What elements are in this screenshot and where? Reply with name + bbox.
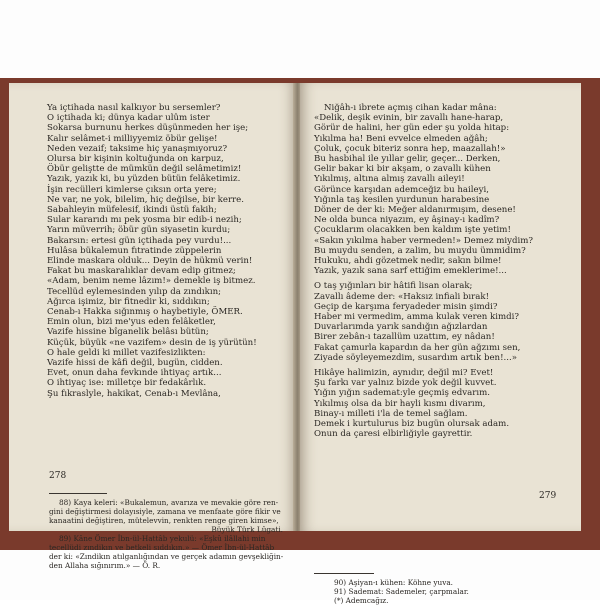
verse-line: Fakat bu maskaralıklar devam edip gitmez; xyxy=(47,266,236,277)
verse-line: Çocuklarım olacakken ben kaldım işte yetim! xyxy=(314,225,511,236)
footnote-line: 91) Sademat: Sademeler, çarpmalar. xyxy=(334,587,469,596)
verse-line: Bakarsın: ertesi gün içtihada pey vurdu!... xyxy=(47,235,232,246)
verse-line: Yarın müverrih; öbür gün siyasetin kurdu; xyxy=(47,225,231,236)
right-footnotes xyxy=(334,578,534,605)
verse-line: Sabahleyin müfelesif, ikindi üstü fakih; xyxy=(47,205,217,216)
verse-line: Yıkılmış olsa da bir hayli kısmı divarım, xyxy=(314,398,486,409)
footnote-divider xyxy=(49,493,107,494)
verse-line: Cenab-ı Hakka sığınmış o haybetiyle, ÖMER. xyxy=(47,307,243,318)
verse-line: Şu fıkraslyle, hakikat, Cenab-ı Mevlâna, xyxy=(47,388,221,399)
left-page xyxy=(9,83,296,570)
verse-line: Zavallı âdeme der: «Haksız infiali bırak! xyxy=(314,291,490,302)
verse-line: Fakat çamurla kapardın da her gün ağzımı sen, xyxy=(314,342,521,353)
verse-line: Ne olda bunca niyazım, ey âşinay-ı kadîm? xyxy=(314,215,500,226)
verse-line: Sular kararıdı mı pek yosma bir edib-i nezih; xyxy=(47,215,242,226)
verse-line: Olursa bir kişinin koltuğunda on karpuz, xyxy=(47,154,224,165)
footnote-line: gini değiştirmesi dolayısiyle, zamana ve menfaate göre fikir ve xyxy=(49,507,281,516)
verse-line: Birer zebân-ı tazallüm uzattım, ey nâdan! xyxy=(314,332,495,343)
verse-line: Sokarsa burnunu herkes düşünmeden her işe; xyxy=(47,123,249,134)
verse-line: O taş yığınları bir hâtifi lisan olarak; xyxy=(314,281,473,292)
verse-line: İşin recülleri kimlerse çıksın orta yere; xyxy=(47,184,217,195)
footnote-line: 89) Kâne Ömer İbn-ül-Hattâb yekulü: «Eşkû ilâllahi min xyxy=(59,534,266,543)
verse-line: «Adam, benim neme lâzım!» demekle iş bitmez. xyxy=(47,276,256,287)
verse-line: Yığın yığın sademat:yle geçmiş edvarım. xyxy=(314,388,490,399)
verse-line: Demek i kurtulurus biz bugün olursak adam. xyxy=(314,419,510,430)
left-page-verse xyxy=(47,103,287,399)
verse-line: Haber mi vermedim, amma kulak veren kimdi? xyxy=(314,312,520,323)
verse-line: Duvarlarımda yarık sandığın ağızlardan xyxy=(314,322,488,333)
verse-line: Bu muydu senden, a zalim, bu muydu ümmidim? xyxy=(314,245,526,256)
verse-line: Ziyade söyleyemezdim, susardım artık ben!...» xyxy=(314,352,517,363)
verse-line: O hale geldi ki millet vazifesizlikten: xyxy=(47,347,206,358)
verse-line: Yıkılma ha! Beni evvelce elmeden ağâh; xyxy=(314,133,488,144)
verse-line: Neden vezaif; taksime hiç yanaşmıyoruz? xyxy=(47,143,228,154)
verse-line: Bu hasbihal ile yıllar gelir, geçer... Derken, xyxy=(314,154,501,165)
verse-line: O ihtiyaç ise: milletçe bir fedakârlık. xyxy=(47,378,207,389)
footnote-line: kanaatini değiştiren, mütelevvin, renkten renge giren kimse», xyxy=(49,516,279,525)
verse-line: Ya içtihada nasıl kalkıyor bu sersemler? xyxy=(47,103,221,113)
verse-line: Hulâsa bükalemun fıtratinde züppelerin xyxy=(47,245,222,256)
verse-line: Küçük, büyük «ne vazifem» desin de iş yürütün! xyxy=(47,337,257,348)
verse-line: Yıkılmış, altına almış zavallı aileyi! xyxy=(314,174,465,185)
verse-line: Yığınla taş kesilen yurdunun harabesine xyxy=(314,194,490,205)
footnote-line: Büyük Türk Lûgati. xyxy=(211,525,283,534)
verse-line: Onun da çaresi elbirliğiyle gayrettir. xyxy=(314,429,473,440)
verse-line: Niğâh-ı ibrete açmış cihan kadar mâna: xyxy=(324,103,497,113)
footnote-line: der ki: «Zındikın atılganlığından ve gerçek adamın gevşekliğin- xyxy=(49,552,284,561)
verse-line: Görür de halini, her gün eder şu yolda hitap: xyxy=(314,123,510,134)
verse-line: Çoluk, çocuk biteriz sonra hep, maazallah!» xyxy=(314,143,506,154)
footnote-line: 88) Kaya keleri: «Bukalemun, avarıza ve mevakie göre ren- xyxy=(59,498,279,507)
left-footnotes xyxy=(49,498,287,570)
right-page-verse xyxy=(314,103,566,440)
verse-line: Görünce karşıdan ademceğiz bu haileyi, xyxy=(314,184,489,195)
verse-line: Ağırca işimiz, bir fitnedir ki, sıddıkın; xyxy=(47,296,210,307)
verse-line: Hikâye halimizin, aynıdır, değil mi? Evet! xyxy=(314,368,494,379)
right-page xyxy=(300,83,581,605)
footnote-divider xyxy=(314,573,374,574)
verse-line: «Sakın yıkılma haber vermeden!» Demez miydim? xyxy=(314,235,533,246)
verse-line: Gelir bakar ki bir akşam, o zavallı kühen xyxy=(314,164,491,175)
footnote-line: (*) Ademcağız. xyxy=(334,596,389,605)
verse-line: Vazife hissine bîganelik belâsı bütün; xyxy=(47,327,209,338)
verse-line: Öbür geliştte de mümkün değil selâmetimiz! xyxy=(47,164,242,175)
verse-line: Tecellüd eylemesinden yılıp da zındıkın; xyxy=(47,286,222,297)
verse-line: «Delik, deşik evinin, bir zavallı hane-harap, xyxy=(314,113,504,124)
verse-line: Hukuku, ahdi gözetmek nedir, sakın bilme! xyxy=(314,256,502,267)
verse-line: Yazık, yazık ki, bu yüzden bütün felâketimiz. xyxy=(47,174,241,185)
page-number: 279 xyxy=(539,491,557,501)
verse-line: Ne var, ne yok, bilelim, hiç değilse, bir kerre. xyxy=(47,194,244,205)
footnote-line: 90) Aşiyan-ı kühen: Köhne yuva. xyxy=(334,578,454,587)
verse-line: Evet, onun daha fevkınde ihtiyaç artık... xyxy=(47,368,222,379)
verse-line: Şu farkı var yalnız bizde yok değil kuvvet. xyxy=(314,378,497,389)
verse-line: Geçip de karşıma feryadeder misin şimdi? xyxy=(314,301,498,312)
verse-line: Vazife hissi de kâfi değil, bugün, cidden. xyxy=(47,358,223,369)
verse-line: Yazık, yazık sana sarf ettiğim emeklerime!... xyxy=(314,266,507,277)
verse-line: O içtihada ki; dünya kadar ulûm ister xyxy=(47,113,210,124)
verse-line: Emin olun, bizi me'yus eden felâketler, xyxy=(47,317,216,328)
footnote-line: tecellüdi zındikın ve betkeli sıddıkın.» — Ömer İbn-ül-Hattâb xyxy=(49,543,275,552)
verse-line: Binay-ı milleti i'la de temel sağlam. xyxy=(314,408,468,419)
footnote-line: den Allaha sığınırım.» — Ö. R. xyxy=(49,561,161,570)
verse-line: Kalır selâmet-i milliyyemiz öbür gelişe! xyxy=(47,133,218,144)
verse-line: Elinde maskara olduk... Deyin de hükmü verin! xyxy=(47,256,253,267)
page-number: 278 xyxy=(49,471,67,481)
verse-line: Döner de der ki: Meğer aldanırmışım, desene! xyxy=(314,205,516,216)
